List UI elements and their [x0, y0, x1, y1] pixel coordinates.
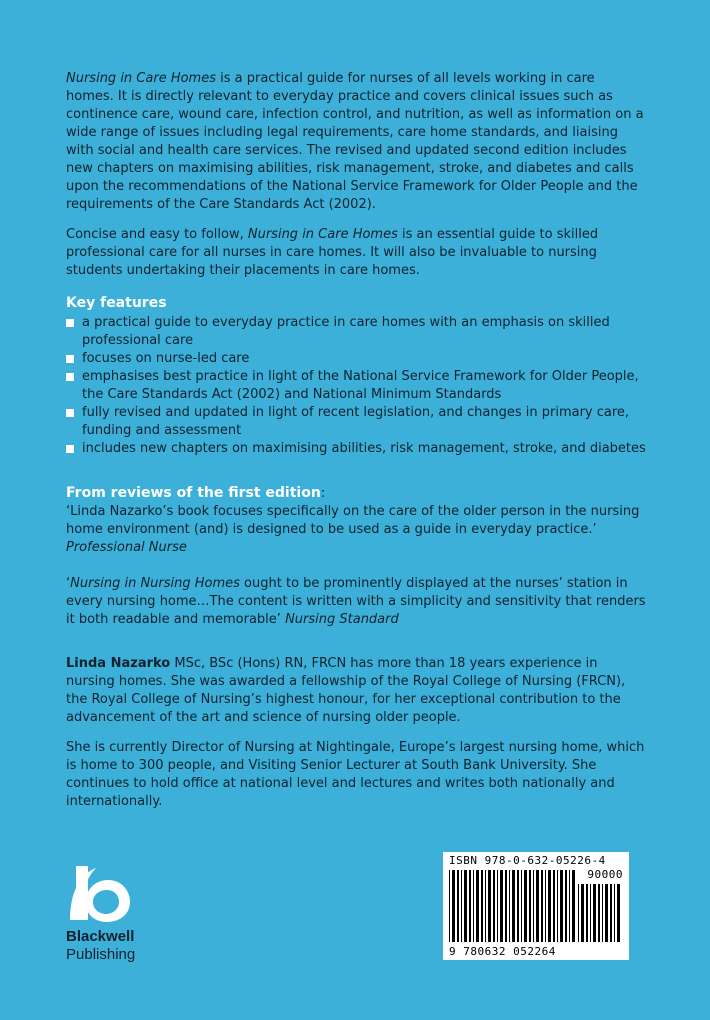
- barcode-bar: [512, 870, 515, 942]
- feature-text: focuses on nurse-led care: [82, 351, 250, 366]
- intro-paragraph-2: [66, 226, 646, 280]
- barcode-bar: [485, 870, 486, 942]
- barcode-bar: [617, 884, 620, 942]
- barcode-bar: [533, 870, 534, 942]
- barcode-bar: [545, 870, 546, 942]
- barcode-bar: [598, 884, 600, 942]
- barcode-bar: [473, 870, 474, 942]
- barcode-bar: [578, 884, 579, 942]
- price-code: 90000: [587, 868, 623, 881]
- blackwell-b-icon: [66, 862, 136, 924]
- feature-text: a practical guide to everyday practice in care homes with an emphasis on skilled professional care: [82, 315, 610, 348]
- author-name: Linda Nazarko: [66, 656, 171, 671]
- barcode-bar: [581, 884, 584, 942]
- quote-open: ‘: [66, 576, 71, 591]
- barcode-bar: [500, 870, 503, 942]
- author-paragraph-1: [66, 655, 646, 727]
- publisher-name: Blackwell: [66, 928, 135, 945]
- author-paragraph-2: She is currently Director of Nursing at Nightingale, Europe’s largest nursing home, which is home to 300 people, and Visiting Senior Lecturer at South Bank University. She continues to hold office at national level and lectures and writes both nationally and internationally.: [66, 740, 645, 809]
- review-1-source: Professional Nurse: [66, 540, 187, 555]
- bullet-icon: [66, 409, 74, 417]
- publisher-sub: Publishing: [66, 946, 136, 963]
- barcode-bar: [586, 884, 588, 942]
- barcode-bar: [521, 870, 522, 942]
- intro-text: is a practical guide for nurses of all levels working in care homes. It is directly relevant to everyday practice and covers clinical issues such as continence care, wound care, infection control, and nutrition, as well as information on a wide range of issues including legal requirements, care home standards, and liaising with social and health care services. The revised and updated second edition includes new chapters on maximising abilities, risk management, stroke, and diabetes and calls upon the recommendations of the National Service Framework for Older People and the requirements of the Care Standards Act (2002).: [66, 71, 644, 212]
- barcode-bar: [493, 870, 495, 942]
- bullet-icon: [66, 355, 74, 363]
- review-2: [66, 575, 646, 629]
- list-item: [66, 350, 646, 368]
- list-item: [66, 314, 646, 350]
- bullet-icon: [66, 319, 74, 327]
- reviews-heading-text: From reviews of the first edition: [66, 485, 321, 501]
- list-item: [66, 368, 646, 404]
- reviews-heading: [66, 484, 646, 503]
- reviews-section: [66, 484, 646, 629]
- barcode-bar: [560, 870, 563, 942]
- review-text: ought to be prominently displayed at the nurses’ station in every nursing home…The content is written with a simplicity and sensitivity that renders it both readable and memorable’: [66, 576, 646, 627]
- bullet-icon: [66, 445, 74, 453]
- key-features-list: [66, 314, 646, 458]
- barcode-bar: [548, 870, 551, 942]
- barcode-bar: [505, 870, 507, 942]
- barcode-bar: [524, 870, 527, 942]
- barcode-bar: [605, 884, 608, 942]
- list-item: [66, 404, 646, 440]
- review-1: [66, 503, 646, 539]
- barcode-bar: [614, 884, 615, 942]
- barcode-bar: [565, 870, 567, 942]
- book-title: Nursing in Care Homes: [66, 71, 216, 86]
- barcode-bar: [509, 870, 510, 942]
- publisher-logo: [66, 862, 186, 964]
- barcode-bar: [590, 884, 591, 942]
- key-features-heading: Key features: [66, 295, 167, 311]
- barcode-bar: [569, 870, 570, 942]
- barcode-bar: [541, 870, 543, 942]
- review-2-source: Nursing Standard: [285, 612, 399, 627]
- author-bio: [66, 655, 646, 811]
- intro-text-rest: is an essential guide to skilled professional care for all nurses in care homes. It will also be invaluable to nursing students undertaking their placements in care homes.: [66, 227, 599, 278]
- barcode-bar: [557, 870, 558, 942]
- barcode-bar: [469, 870, 471, 942]
- ean-barcode: [449, 870, 575, 944]
- author-bio-text: MSc, BSc (Hons) RN, FRCN has more than 18 years experience in nursing homes. She was awarded a fellowship of the Royal College of Nursing (FRCN), the Royal College of Nursing’s highest honour, for her exceptional contribution to the advancement of the art and science of nursing older people.: [66, 656, 626, 725]
- barcode-bar: [593, 884, 596, 942]
- barcode-bar: [572, 870, 575, 942]
- feature-text: fully revised and updated in light of recent legislation, and changes in primary care, funding and assessment: [82, 405, 630, 438]
- barcode-bar: [536, 870, 539, 942]
- barcode-bar: [553, 870, 555, 942]
- bullet-icon: [66, 373, 74, 381]
- intro-paragraph-1: [66, 70, 646, 214]
- list-item: [66, 440, 646, 458]
- barcode-bar: [464, 870, 467, 942]
- barcode-bar: [602, 884, 603, 942]
- barcode-bar: [449, 870, 450, 942]
- isbn-text: ISBN 978-0-632-05226-4: [449, 854, 606, 867]
- book-title: Nursing in Care Homes: [247, 227, 398, 242]
- barcode-bar: [481, 870, 483, 942]
- barcode-bar: [457, 870, 459, 942]
- barcode-bar: [517, 870, 519, 942]
- barcode-bar: [488, 870, 491, 942]
- barcode-bar: [476, 870, 479, 942]
- review-text: ‘Linda Nazarko’s book focuses specifically on the care of the older person in the nursing home environment (and) is designed to be used as a guide in everyday practice.’: [66, 504, 640, 537]
- ean-digits: 9 780632 052264: [449, 945, 556, 958]
- barcode-box: [443, 852, 629, 960]
- blurb: [66, 70, 646, 823]
- barcode-bar: [461, 870, 462, 942]
- barcode-bar: [497, 870, 498, 942]
- reviews-heading-colon: :: [320, 486, 326, 501]
- intro-text-start: Concise and easy to follow,: [66, 227, 248, 242]
- review-book-title: Nursing in Nursing Homes: [70, 576, 240, 591]
- feature-text: includes new chapters on maximising abilities, risk management, stroke, and diabetes: [82, 441, 646, 456]
- price-addon-barcode: [578, 884, 622, 944]
- feature-text: emphasises best practice in light of the National Service Framework for Older People, the Care Standards Act (2002) and National Minimum Standards: [82, 369, 639, 402]
- barcode-bar: [452, 870, 455, 942]
- barcode-bar: [610, 884, 612, 942]
- barcode-bar: [529, 870, 531, 942]
